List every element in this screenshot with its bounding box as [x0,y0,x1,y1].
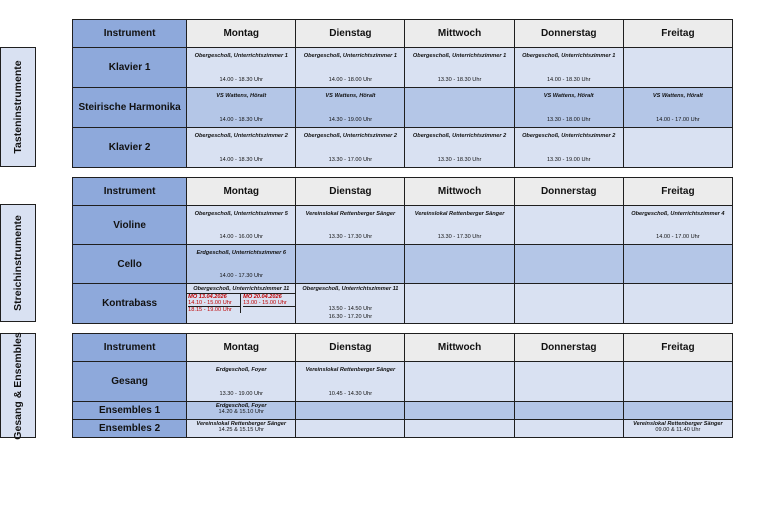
schedule-cell: Obergeschoß, Unterrichtszimmer 1 14.00 - 18.30 Uhr [187,48,296,88]
schedule-cell [514,402,623,420]
schedule-cell: Obergeschoß, Unterrichtszimmer 1 14.00 - 18.30 Uhr [514,48,623,88]
schedule-cell: Obergeschoß, Unterrichtszimmer 5 14.00 - 16.00 Uhr [187,206,296,245]
section-label-gesang-ensembles: Gesang & Ensembles [0,333,36,438]
schedule-cell [405,284,514,324]
schedule-cell: Obergeschoß, Unterrichtszimmer 2 13.30 - 19.00 Uhr [514,128,623,168]
schedule-cell: VS Wattens, Höralt 14.00 - 18.30 Uhr [187,88,296,128]
schedule-cell: Vereinslokal Rettenberger Sänger 14.25 & 15.15 Uhr [187,420,296,438]
schedule-cell [514,362,623,402]
schedule-cell: Obergeschoß, Unterrichtszimmer 1 13.30 - 18.30 Uhr [405,48,514,88]
schedule-cell: Erdgeschoß, Unterrichtszimmer 6 14.00 - 17.30 Uhr [187,245,296,284]
schedule-cell [623,402,732,420]
schedule-cell [623,128,732,168]
header-day: Dienstag [296,178,405,206]
schedule-cell: Obergeschoß, Unterrichtszimmer 1 14.00 - 18.00 Uhr [296,48,405,88]
schedule-table-gesang-ensembles [72,333,733,438]
table-row [73,88,733,128]
header-day: Montag [187,178,296,206]
header-instrument: Instrument [73,334,187,362]
schedule-cell [405,245,514,284]
schedule-cell [623,245,732,284]
schedule-cell: Vereinslokal Rettenberger Sänger 09.00 & 11.40 Uhr [623,420,732,438]
schedule-table-tasteninstrumente [72,19,733,168]
header-day: Freitag [623,334,732,362]
table-row [73,420,733,438]
instrument-name: Gesang [73,362,187,402]
schedule-cell [623,48,732,88]
section-label-streichinstrumente: Streichinstrumente [0,204,36,322]
header-day: Dienstag [296,334,405,362]
table-row [73,206,733,245]
schedule-cell-kontrabass-tuesday: Obergeschoß, Unterrichtszimmer 11 13.50 - 14.50 Uhr 16.30 - 17.20 Uhr [296,284,405,324]
instrument-name: Steirische Harmonika [73,88,187,128]
table-row [73,362,733,402]
header-day: Mittwoch [405,20,514,48]
schedule-cell [296,245,405,284]
schedule-cell: Obergeschoß, Unterrichtszimmer 2 13.30 - 18.30 Uhr [405,128,514,168]
schedule-cell [514,420,623,438]
schedule-cell: Obergeschoß, Unterrichtszimmer 2 14.00 - 18.30 Uhr [187,128,296,168]
schedule-cell [514,284,623,324]
schedule-cell [405,420,514,438]
schedule-cell [623,362,732,402]
schedule-cell [405,362,514,402]
header-day: Donnerstag [514,334,623,362]
schedule-cell: Vereinslokal Rettenberger Sänger 13.30 - 17.30 Uhr [405,206,514,245]
schedule-cell [623,284,732,324]
schedule-cell [405,402,514,420]
table-row [73,48,733,88]
header-day: Montag [187,20,296,48]
header-day: Donnerstag [514,20,623,48]
header-day: Mittwoch [405,334,514,362]
header-day: Freitag [623,20,732,48]
schedule-cell: VS Wattens, Höralt 13.30 - 18.00 Uhr [514,88,623,128]
table-row [73,245,733,284]
instrument-name: Klavier 1 [73,48,187,88]
instrument-name: Cello [73,245,187,284]
instrument-name: Kontrabass [73,284,187,324]
instrument-name: Violine [73,206,187,245]
header-day: Freitag [623,178,732,206]
instrument-name: Ensembles 2 [73,420,187,438]
schedule-cell: Erdgeschoß, Foyer 13.30 - 19.00 Uhr [187,362,296,402]
instrument-name: Ensembles 1 [73,402,187,420]
header-day: Mittwoch [405,178,514,206]
schedule-cell [296,420,405,438]
header-day: Dienstag [296,20,405,48]
section-label-tasteninstrumente: Tasteninstrumente [0,47,36,167]
schedule-cell: Vereinslokal Rettenberger Sänger 10.45 - 14.30 Uhr [296,362,405,402]
instrument-name: Klavier 2 [73,128,187,168]
header-instrument: Instrument [73,20,187,48]
schedule-cell: Obergeschoß, Unterrichtszimmer 2 13.30 - 17.00 Uhr [296,128,405,168]
schedule-cell: VS Wattens, Höralt 14.00 - 17.00 Uhr [623,88,732,128]
schedule-cell: Erdgeschoß, Foyer 14.20 & 15.10 Uhr [187,402,296,420]
table-row [73,128,733,168]
schedule-cell [405,88,514,128]
schedule-table-streichinstrumente [72,177,733,324]
table-row [73,402,733,420]
header-day: Montag [187,334,296,362]
schedule-cell [514,206,623,245]
table-row [73,284,733,324]
schedule-cell: Obergeschoß, Unterrichtszimmer 4 14.00 - 17.00 Uhr [623,206,732,245]
header-instrument: Instrument [73,178,187,206]
schedule-cell: Vereinslokal Rettenberger Sänger 13.30 - 17.30 Uhr [296,206,405,245]
schedule-cell [514,245,623,284]
schedule-cell-kontrabass-monday: Obergeschoß, Unterrichtszimmer 11 MO 13.04.2026 14.10 - 15.00 Uhr 18.15 - 19.00 Uhr MO 20.04.2026 13.00 - 15.00 Uhr [187,284,296,324]
schedule-cell [296,402,405,420]
header-day: Donnerstag [514,178,623,206]
schedule-cell: VS Wattens, Höralt 14.30 - 19.00 Uhr [296,88,405,128]
